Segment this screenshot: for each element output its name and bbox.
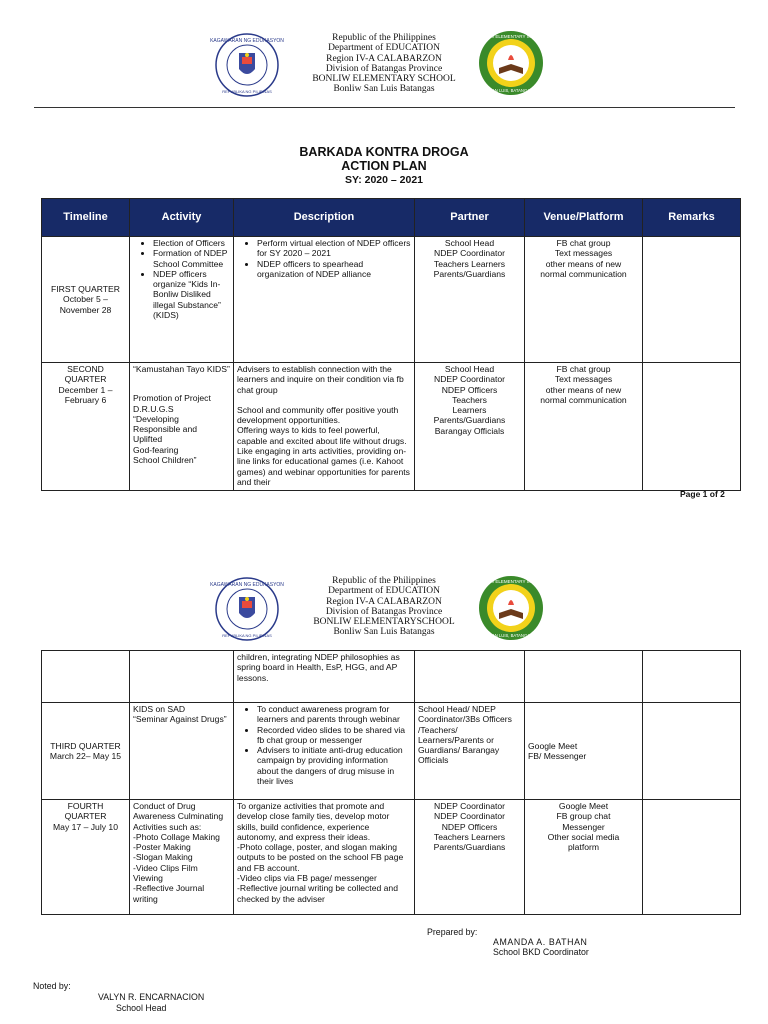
noted-by-label: Noted by: (33, 981, 71, 991)
school-seal-label: BONLIW ELEMENTARY SCHOOL (476, 34, 546, 39)
page-number: Page 1 of 2 (680, 489, 725, 499)
timeline-cell (42, 651, 130, 703)
venue-cell: FB chat group Text messages other means of new normal communication (525, 237, 643, 363)
list-item: • Perform virtual election of NDEP officers for SY 2020 – 2021 (257, 238, 411, 259)
list-item: • NDEP officers organize “Kids In-Bonliw Disliked illegal Substance” (KIDS) (153, 269, 230, 320)
description-cell: To organize activities that promote and develop close family ties, develop motor skills, build confidence, experience autonomy, and express their ideas. -Photo collage, poster, and slogan making outputs to be posted on the school FB page and FB account. -Video clips via FB page/ messenger -Reflective journal writing be collected and checked by the adviser (234, 800, 415, 915)
letterhead-line: Bonliw San Luis Batangas (333, 84, 435, 95)
school-year: SY: 2020 – 2021 (344, 174, 424, 186)
venue-cell: Google Meet FB group chat Messenger Other social media platform (525, 800, 643, 915)
doc-title: BARKADA KONTRA DROGA (299, 145, 469, 159)
remarks-cell (643, 363, 741, 491)
letterhead-line: BONLIW ELEMENTARY SCHOOL (312, 74, 456, 85)
school-seal-bottom-label: SAN LUIS, BATANGAS (489, 633, 533, 638)
deped-seal-label: KAGAWARAN NG EDUKASYON (210, 38, 284, 44)
prepared-by-name: AMANDA A. BATHAN (493, 937, 588, 947)
remarks-cell (643, 800, 741, 915)
prepared-by-role: School BKD Coordinator (493, 947, 589, 957)
deped-seal (210, 33, 284, 97)
noted-by-role: School Head (116, 1003, 167, 1013)
letterhead-1 (284, 33, 484, 95)
col-remarks: Remarks (643, 199, 741, 237)
letterhead-line: BONLIW ELEMENTARYSCHOOL (313, 617, 455, 628)
deped-seal-bottom-label: REPUBLIKA NG PILIPINAS (222, 89, 272, 94)
letterhead-line: Department of EDUCATION (328, 586, 440, 597)
table-row (42, 237, 741, 363)
list-item: • Recorded video slides to be shared via fb chat group or messenger (257, 725, 411, 746)
list-item: • NDEP officers to spearhead organization of NDEP alliance (257, 259, 411, 280)
prepared-by-label: Prepared by: (427, 927, 478, 937)
deped-seal-bottom-label: REPUBLIKA NG PILIPINAS (222, 633, 272, 638)
description-cell: children, integrating NDEP philosophies as spring board in Health, EsP, HGG, and AP lessons. (234, 651, 415, 703)
school-seal (478, 575, 544, 641)
partner-cell: School Head NDEP Coordinator NDEP Officers Teachers Learners Parents/Guardians Barangay Officials (415, 363, 525, 491)
school-seal-label: BONLIW ELEMENTARY SCHOOL (476, 579, 546, 584)
school-seal-bottom-label: SAN LUIS, BATANGAS (489, 88, 533, 93)
letterhead-line: Region IV-A CALABARZON (326, 596, 442, 607)
table-row (42, 651, 741, 703)
list-item: • Formation of NDEP School Committee (153, 248, 230, 269)
table-row (42, 800, 741, 915)
letterhead-line: Division of Batangas Province (325, 606, 443, 617)
table-row (42, 703, 741, 800)
col-description: Description (234, 199, 415, 237)
col-timeline: Timeline (42, 199, 130, 237)
letterhead-2 (284, 576, 484, 638)
partner-cell: School Head/ NDEP Coordinator/3Bs Officers /Teachers/ Learners/Parents or Guardians/ Barangay Officials (415, 703, 525, 800)
list-item: • To conduct awareness program for learners and parents through webinar (257, 704, 411, 725)
letterhead-line: Region IV-A CALABARZON (326, 53, 442, 64)
col-venue: Venue/Platform (525, 199, 643, 237)
partner-cell: School Head NDEP Coordinator Teachers Learners Parents/Guardians (415, 237, 525, 363)
header-rule (34, 107, 735, 108)
activity-cell (130, 237, 234, 363)
letterhead-line: Republic of the Philippines (332, 576, 436, 586)
activity-cell (130, 651, 234, 703)
letterhead-line: Bonliw San Luis Batangas (333, 627, 435, 638)
action-plan-table-page1 (41, 198, 741, 491)
list-item: • Election of Officers (153, 238, 230, 248)
venue-cell (525, 651, 643, 703)
remarks-cell (643, 651, 741, 703)
letterhead-line: Republic of the Philippines (332, 33, 436, 43)
partner-cell: NDEP Coordinator NDEP Coordinator NDEP Officers Teachers Learners Parents/Guardians (415, 800, 525, 915)
table-row (42, 363, 741, 491)
activity-cell: “Kamustahan Tayo KIDS” Promotion of Project D.R.U.G.S “Developing Responsible and Uplifted God-fearing School Children” (130, 363, 234, 491)
deped-seal-label: KAGAWARAN NG EDUKASYON (210, 582, 284, 588)
description-cell: Advisers to establish connection with the learners and inquire on their condition via fb chat group School and community offer positive youth development opportunities. Offering ways to kids to feel powerful, capable and excited about life without drugs. Like engaging in arts activities, providing on-line links for educational games (i.e. Kahoot games) and webinar opportunities for parents and their (234, 363, 415, 491)
remarks-cell (643, 703, 741, 800)
action-plan-table-page2 (41, 650, 741, 915)
remarks-cell (643, 237, 741, 363)
col-partner: Partner (415, 199, 525, 237)
description-cell (234, 703, 415, 800)
venue-cell: Google Meet FB/ Messenger (525, 703, 643, 800)
noted-by-name: VALYN R. ENCARNACION (98, 992, 205, 1002)
deped-seal (210, 577, 284, 641)
venue-cell: FB chat group Text messages other means of new normal communication (525, 363, 643, 491)
timeline-cell: THIRD QUARTER March 22– May 15 (42, 703, 130, 800)
timeline-cell: FOURTH QUARTER May 17 – July 10 (42, 800, 130, 915)
col-activity: Activity (130, 199, 234, 237)
activity-cell: Conduct of Drug Awareness Culminating Activities such as: -Photo Collage Making -Poster Making -Slogan Making -Video Clips Film Viewing -Reflective Journal writing (130, 800, 234, 915)
list-item: • Advisers to initiate anti-drug education campaign by providing information about the dangers of drug misuse in their lives (257, 745, 411, 786)
letterhead-line: Department of EDUCATION (328, 43, 440, 54)
doc-subtitle: ACTION PLAN (341, 159, 427, 173)
school-seal (478, 30, 544, 96)
activity-cell: KIDS on SAD “Seminar Against Drugs” (130, 703, 234, 800)
timeline-cell: SECOND QUARTER December 1 – February 6 (42, 363, 130, 491)
letterhead-line: Division of Batangas Province (325, 63, 443, 74)
timeline-cell: FIRST QUARTER October 5 – November 28 (42, 237, 130, 363)
description-cell (234, 237, 415, 363)
partner-cell (415, 651, 525, 703)
